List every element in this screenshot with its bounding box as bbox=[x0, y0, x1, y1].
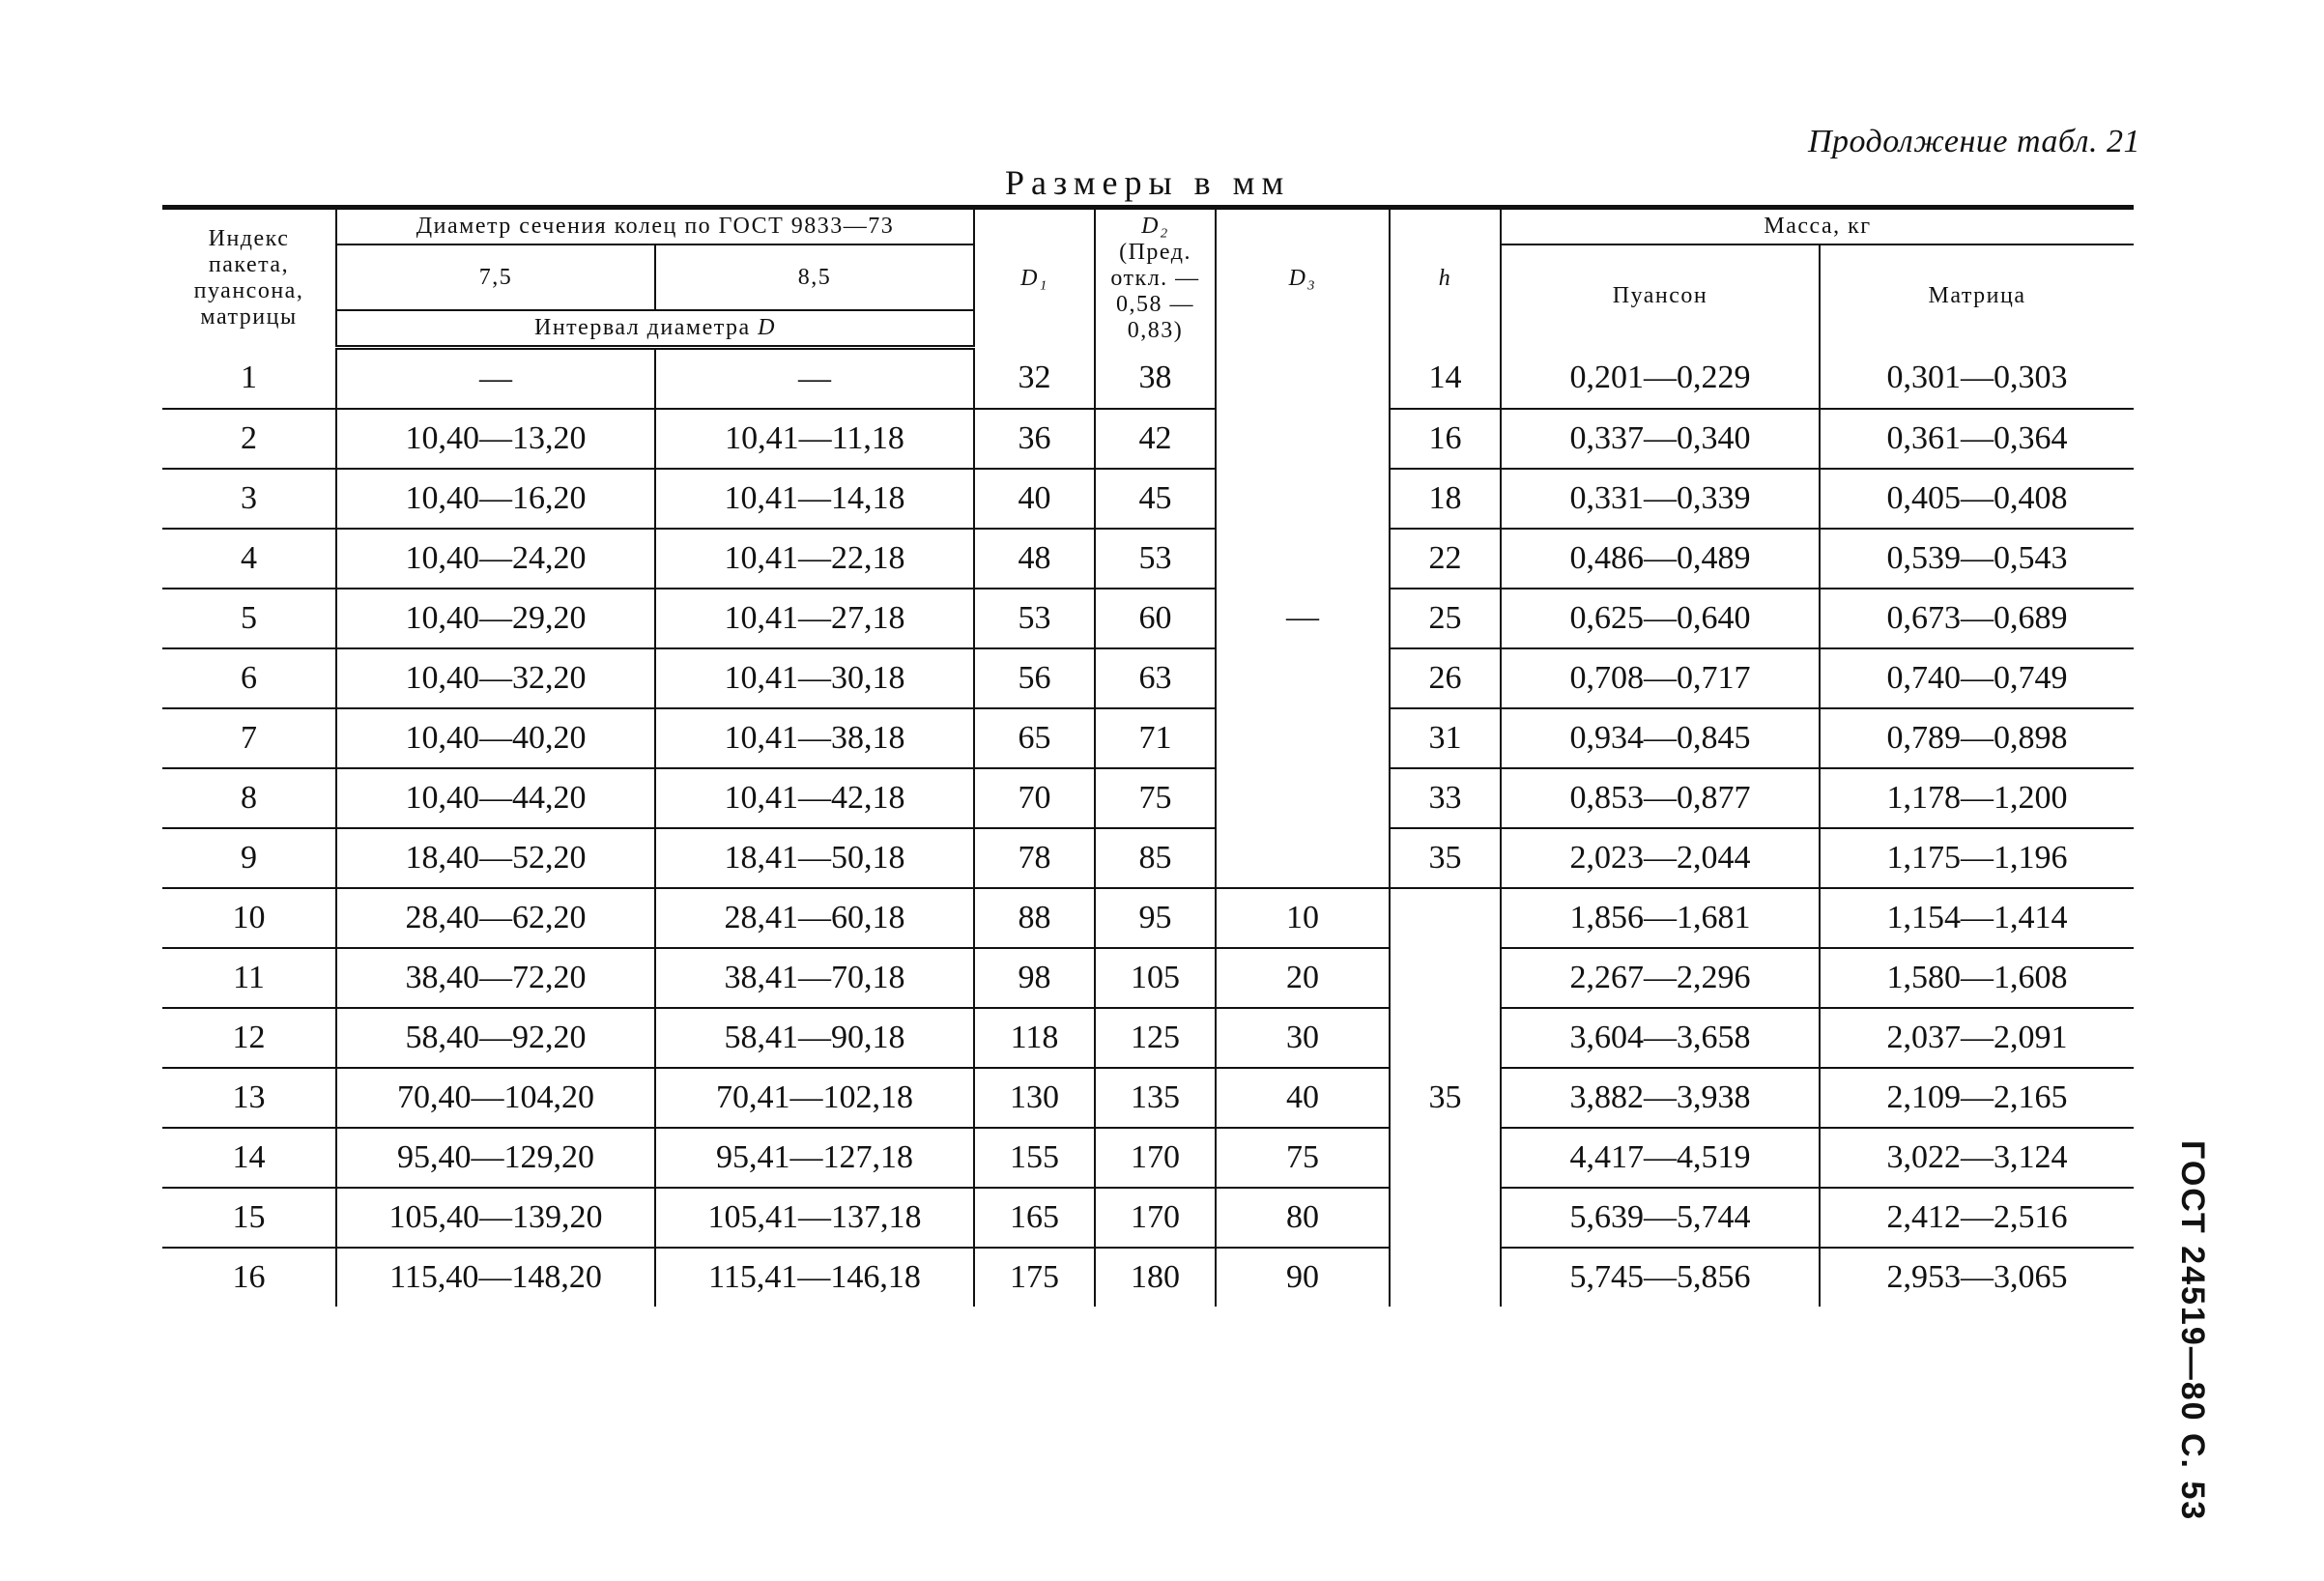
cell-mass-die: 0,740—0,749 bbox=[1820, 648, 2134, 708]
cell-interval-8-5: 70,41—102,18 bbox=[655, 1068, 974, 1128]
cell-interval-7-5: 10,40—24,20 bbox=[336, 529, 655, 589]
cell-interval-7-5: 10,40—13,20 bbox=[336, 409, 655, 469]
cell-d2: 75 bbox=[1095, 768, 1216, 828]
cell-interval-8-5: 115,41—146,18 bbox=[655, 1248, 974, 1307]
cell-mass-punch: 0,708—0,717 bbox=[1501, 648, 1820, 708]
cell-index: 16 bbox=[232, 1258, 266, 1295]
cell-interval-7-5: 38,40—72,20 bbox=[336, 948, 655, 1008]
cell-d3: 20 bbox=[1216, 948, 1390, 1008]
header-die: Матрица bbox=[1820, 244, 2134, 348]
cell-d2: 53 bbox=[1095, 529, 1216, 589]
continuation-label: Продолжение табл. 21 bbox=[1807, 124, 2140, 159]
cell-h: 31 bbox=[1390, 708, 1501, 768]
table-row bbox=[162, 1068, 2134, 1128]
cell-index: 5 bbox=[162, 589, 336, 648]
side-standard-stamp: ГОСТ 24519—80 С. 53 bbox=[2174, 1140, 2211, 1522]
units-caption: Размеры в мм bbox=[1005, 163, 1291, 202]
header-diameter-group: Диаметр сечения колец по ГОСТ 9833—73 bbox=[336, 208, 974, 244]
cell-mass-punch: 3,882—3,938 bbox=[1501, 1068, 1820, 1128]
cell-d3: 10 bbox=[1216, 888, 1390, 948]
cell-h: 16 bbox=[1390, 409, 1501, 469]
cell-interval-8-5: 10,41—11,18 bbox=[655, 409, 974, 469]
cell-mass-punch: 3,604—3,658 bbox=[1501, 1008, 1820, 1068]
cell-d1: 165 bbox=[974, 1188, 1095, 1248]
cell-index: 13 bbox=[162, 1068, 336, 1128]
cell-mass-die: 0,361—0,364 bbox=[1820, 409, 2134, 469]
cell-d3-merged: — bbox=[1216, 347, 1390, 888]
table-row bbox=[162, 469, 2134, 529]
header-interval bbox=[336, 310, 974, 347]
cell-h: 22 bbox=[1390, 529, 1501, 589]
cell-mass-punch: 0,853—0,877 bbox=[1501, 768, 1820, 828]
table-row bbox=[162, 768, 2134, 828]
cell-h: 33 bbox=[1390, 768, 1501, 828]
cell-d1: 118 bbox=[974, 1008, 1095, 1068]
cell-interval-7-5: 105,40—139,20 bbox=[336, 1188, 655, 1248]
cell-interval-7-5: 10,40—40,20 bbox=[336, 708, 655, 768]
table-row bbox=[162, 529, 2134, 589]
cell-d3: 90 bbox=[1216, 1248, 1390, 1307]
cell-index: 15 bbox=[162, 1188, 336, 1248]
table-row bbox=[162, 648, 2134, 708]
cell-interval-8-5: 10,41—30,18 bbox=[655, 648, 974, 708]
cell-interval-7-5: 10,40—16,20 bbox=[336, 469, 655, 529]
cell-d1: 98 bbox=[974, 948, 1095, 1008]
table-row bbox=[162, 888, 2134, 948]
cell-mass-die: 0,539—0,543 bbox=[1820, 529, 2134, 589]
cell-mass-punch: 0,486—0,489 bbox=[1501, 529, 1820, 589]
cell-mass-punch: 5,639—5,744 bbox=[1501, 1188, 1820, 1248]
cell-d2: 135 bbox=[1095, 1068, 1216, 1128]
cell-d1: 32 bbox=[974, 347, 1095, 409]
cell-mass-die: 3,022—3,124 bbox=[1820, 1128, 2134, 1188]
cell-mass-punch: 4,417—4,519 bbox=[1501, 1128, 1820, 1188]
table-row bbox=[162, 828, 2134, 888]
cell-interval-8-5: 10,41—22,18 bbox=[655, 529, 974, 589]
cell-index: 10 bbox=[162, 888, 336, 948]
cell-mass-die: 1,154—1,414 bbox=[1820, 888, 2134, 948]
cell-interval-7-5: 70,40—104,20 bbox=[336, 1068, 655, 1128]
header-d2 bbox=[1095, 208, 1216, 348]
cell-d2: 95 bbox=[1095, 888, 1216, 948]
cell-h: 18 bbox=[1390, 469, 1501, 529]
cell-index: 12 bbox=[162, 1008, 336, 1068]
cell-d3: 40 bbox=[1216, 1068, 1390, 1128]
cell-interval-7-5: 10,40—29,20 bbox=[336, 589, 655, 648]
cell-interval-8-5: 10,41—38,18 bbox=[655, 708, 974, 768]
cell-mass-punch: 5,745—5,856 bbox=[1501, 1248, 1820, 1307]
cell-d2: 63 bbox=[1095, 648, 1216, 708]
cell-mass-punch: 2,023—2,044 bbox=[1501, 828, 1820, 888]
header-interval-symbol: D bbox=[758, 315, 776, 340]
cell-index: 7 bbox=[162, 708, 336, 768]
header-mass-group: Масса, кг bbox=[1501, 208, 2134, 244]
cell-d1: 78 bbox=[974, 828, 1095, 888]
cell-interval-8-5: 10,41—27,18 bbox=[655, 589, 974, 648]
cell-index: 1 bbox=[162, 347, 336, 409]
dimensions-table bbox=[162, 205, 2134, 1307]
cell-d1: 53 bbox=[974, 589, 1095, 648]
table-row bbox=[162, 409, 2134, 469]
cell-interval-8-5: 28,41—60,18 bbox=[655, 888, 974, 948]
cell-interval-8-5: — bbox=[655, 347, 974, 409]
cell-h: 25 bbox=[1390, 589, 1501, 648]
cell-d1: 56 bbox=[974, 648, 1095, 708]
cell-d2: 45 bbox=[1095, 469, 1216, 529]
cell-mass-die: 2,412—2,516 bbox=[1820, 1188, 2134, 1248]
cell-d1: 48 bbox=[974, 529, 1095, 589]
cell-d3: 80 bbox=[1216, 1188, 1390, 1248]
cell-mass-die: 0,405—0,408 bbox=[1820, 469, 2134, 529]
cell-index: 6 bbox=[162, 648, 336, 708]
table-row bbox=[162, 589, 2134, 648]
cell-interval-7-5: 95,40—129,20 bbox=[336, 1128, 655, 1188]
cell-d2: 125 bbox=[1095, 1008, 1216, 1068]
cell-h: 14 bbox=[1390, 347, 1501, 409]
cell-d2: 42 bbox=[1095, 409, 1216, 469]
header-d1: D₁ bbox=[974, 208, 1095, 348]
cell-interval-8-5: 18,41—50,18 bbox=[655, 828, 974, 888]
cell-d2: 105 bbox=[1095, 948, 1216, 1008]
header-d3: D₃ bbox=[1216, 208, 1390, 348]
cell-d2: 60 bbox=[1095, 589, 1216, 648]
cell-mass-punch: 0,625—0,640 bbox=[1501, 589, 1820, 648]
cell-d1: 40 bbox=[974, 469, 1095, 529]
table-row bbox=[162, 1188, 2134, 1248]
cell-interval-7-5: 18,40—52,20 bbox=[336, 828, 655, 888]
cell-d2: 38 bbox=[1095, 347, 1216, 409]
cell-d2: 170 bbox=[1095, 1128, 1216, 1188]
header-interval-label: Интервал диаметра bbox=[534, 315, 751, 340]
header-d2-symbol: D₂ bbox=[1141, 214, 1169, 239]
cell-interval-8-5: 38,41—70,18 bbox=[655, 948, 974, 1008]
cell-interval-8-5: 58,41—90,18 bbox=[655, 1008, 974, 1068]
cell-interval-7-5: 10,40—44,20 bbox=[336, 768, 655, 828]
cell-mass-die: 1,175—1,196 bbox=[1820, 828, 2134, 888]
cell-d1: 88 bbox=[974, 888, 1095, 948]
cell-d3: 30 bbox=[1216, 1008, 1390, 1068]
table-row bbox=[162, 948, 2134, 1008]
cell-h-merged: 35 bbox=[1390, 888, 1501, 1307]
cell-interval-7-5: 10,40—32,20 bbox=[336, 648, 655, 708]
cell-d3: 75 bbox=[1216, 1128, 1390, 1188]
cell-mass-die: 1,178—1,200 bbox=[1820, 768, 2134, 828]
cell-mass-punch: 0,337—0,340 bbox=[1501, 409, 1820, 469]
header-h: h bbox=[1390, 208, 1501, 348]
cell-d2: 85 bbox=[1095, 828, 1216, 888]
table-header bbox=[162, 208, 2134, 348]
cell-interval-8-5: 105,41—137,18 bbox=[655, 1188, 974, 1248]
cell-interval-7-5: 58,40—92,20 bbox=[336, 1008, 655, 1068]
cell-h: 26 bbox=[1390, 648, 1501, 708]
cell-index: 9 bbox=[162, 828, 336, 888]
cell-interval-7-5: — bbox=[336, 347, 655, 409]
cell-mass-punch: 1,856—1,681 bbox=[1501, 888, 1820, 948]
dimensions-table-wrapper bbox=[162, 205, 2134, 1307]
cell-interval-8-5: 95,41—127,18 bbox=[655, 1128, 974, 1188]
header-col-8-5: 8,5 bbox=[655, 244, 974, 310]
cell-index: 2 bbox=[162, 409, 336, 469]
cell-mass-die: 0,789—0,898 bbox=[1820, 708, 2134, 768]
cell-index: 4 bbox=[162, 529, 336, 589]
cell-mass-die: 2,953—3,065 bbox=[1820, 1248, 2134, 1307]
cell-index: 8 bbox=[162, 768, 336, 828]
cell-d1: 130 bbox=[974, 1068, 1095, 1128]
cell-mass-die: 2,109—2,165 bbox=[1820, 1068, 2134, 1128]
cell-d1: 175 bbox=[974, 1248, 1095, 1307]
cell-mass-die: 0,301—0,303 bbox=[1820, 347, 2134, 409]
cell-index: 11 bbox=[162, 948, 336, 1008]
cell-d1: 155 bbox=[974, 1128, 1095, 1188]
cell-mass-die: 2,037—2,091 bbox=[1820, 1008, 2134, 1068]
header-col-7-5: 7,5 bbox=[336, 244, 655, 310]
cell-d1: 70 bbox=[974, 768, 1095, 828]
cell-interval-7-5: 115,40—148,20 bbox=[336, 1248, 655, 1307]
cell-mass-punch: 0,201—0,229 bbox=[1501, 347, 1820, 409]
cell-interval-8-5: 10,41—42,18 bbox=[655, 768, 974, 828]
cell-interval-7-5: 28,40—62,20 bbox=[336, 888, 655, 948]
table-row bbox=[162, 347, 2134, 409]
table-body bbox=[162, 347, 2134, 1307]
cell-h: 35 bbox=[1390, 828, 1501, 888]
cell-mass-die: 1,580—1,608 bbox=[1820, 948, 2134, 1008]
cell-d2: 180 bbox=[1095, 1248, 1216, 1307]
cell-d2: 71 bbox=[1095, 708, 1216, 768]
table-row bbox=[162, 1008, 2134, 1068]
cell-index: 14 bbox=[162, 1128, 336, 1188]
cell-d2: 170 bbox=[1095, 1188, 1216, 1248]
cell-interval-8-5: 10,41—14,18 bbox=[655, 469, 974, 529]
table-row bbox=[162, 708, 2134, 768]
header-d2-tolerance: (Пред. откл. —0,58 —0,83) bbox=[1110, 239, 1200, 343]
table-row bbox=[162, 1128, 2134, 1188]
cell-mass-die: 0,673—0,689 bbox=[1820, 589, 2134, 648]
header-punch: Пуансон bbox=[1501, 244, 1820, 348]
cell-mass-punch: 0,934—0,845 bbox=[1501, 708, 1820, 768]
cell-index: 3 bbox=[162, 469, 336, 529]
cell-mass-punch: 2,267—2,296 bbox=[1501, 948, 1820, 1008]
cell-mass-punch: 0,331—0,339 bbox=[1501, 469, 1820, 529]
cell-d1: 36 bbox=[974, 409, 1095, 469]
header-index: Индекс пакета, пуансона, матрицы bbox=[162, 208, 336, 348]
cell-d1: 65 bbox=[974, 708, 1095, 768]
table-row bbox=[162, 1248, 2134, 1307]
